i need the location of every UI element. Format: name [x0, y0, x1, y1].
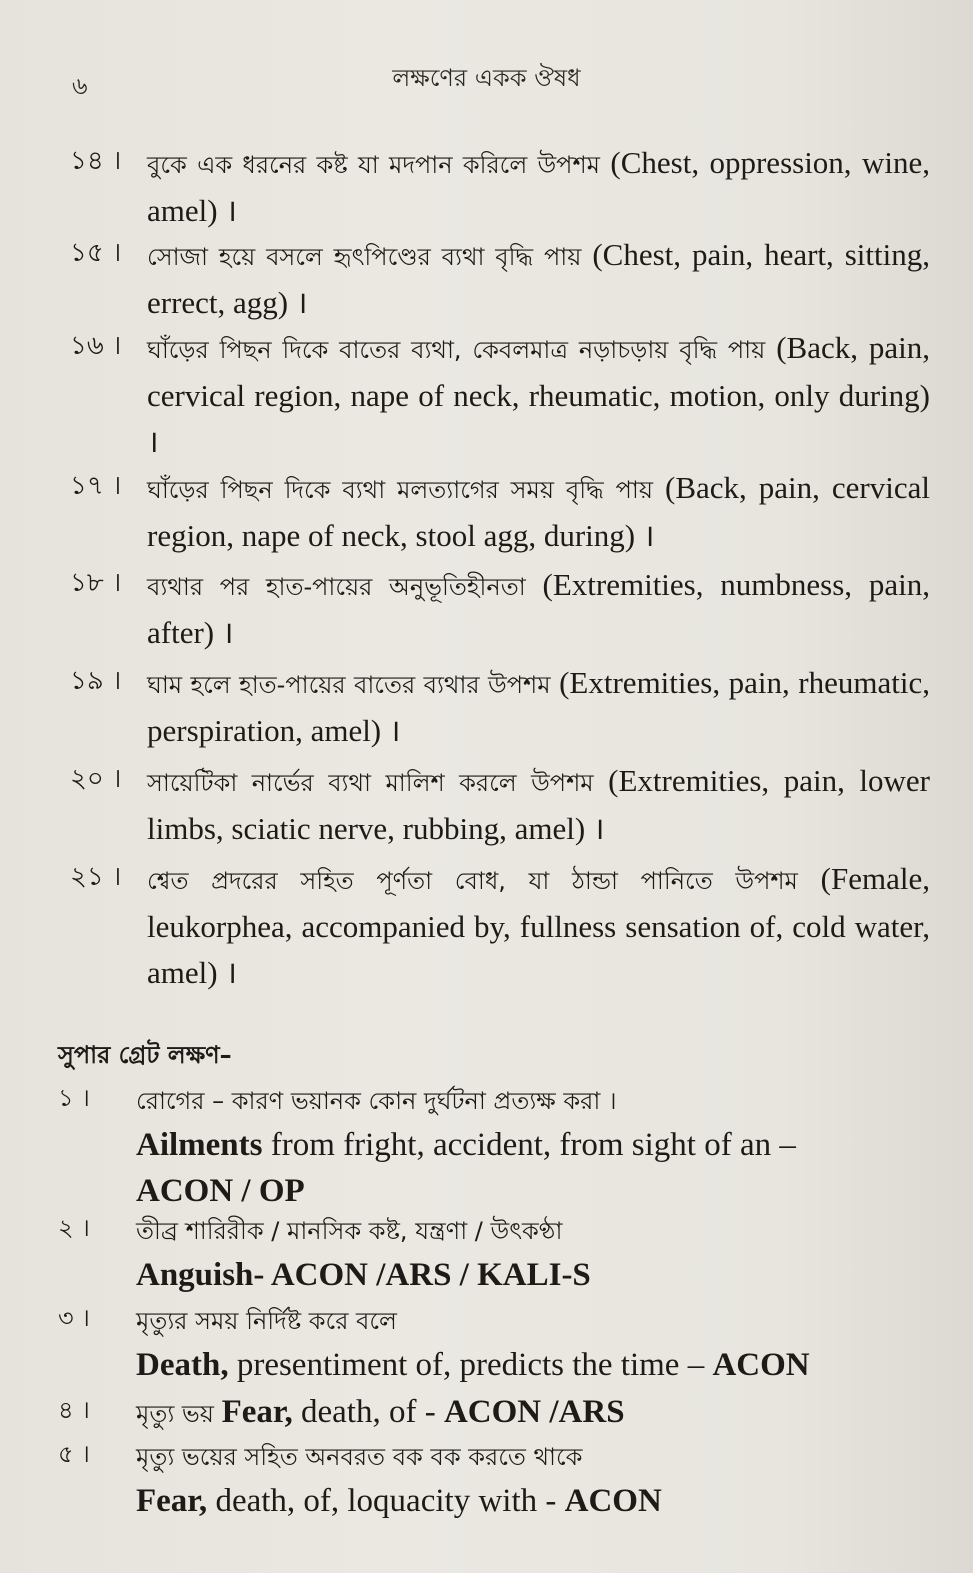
entry-rubric: (Chest, oppression, wine, amel) । [147, 145, 930, 228]
rubric-keyword: Death, [136, 1347, 229, 1383]
rubric-remedy: Anguish- ACON /ARS / KALI-S [136, 1257, 591, 1293]
entry-number: ১৪ । [70, 146, 122, 176]
rubric-text: presentiment of, predicts the time – [228, 1347, 713, 1383]
item-bengali: মৃত্যুর সময় নির্দিষ্ট করে বলে [136, 1307, 397, 1335]
entry-number: ২১ । [70, 862, 122, 892]
rubric-keyword: Fear, [136, 1483, 208, 1519]
item-number: ১ । [58, 1084, 90, 1112]
entry-rubric: (Back, pain, cervical region, nape of neck, stool agg, during) । [147, 470, 930, 553]
page-number: ৬ [72, 74, 88, 100]
entry-bengali: ঘাঁড়ের পিছন দিকে বাতের ব্যথা, কেবলমাত্র নড়াচড়ায় বৃদ্ধি পায় [147, 336, 766, 364]
entry-bengali: সোজা হয়ে বসলে হৃৎপিণ্ডের ব্যথা বৃদ্ধি পায় [147, 243, 582, 271]
remedy: ACON / OP [136, 1173, 305, 1209]
entry-rubric: (Extremities, numbness, pain, after) । [147, 567, 930, 650]
remedy: ACON /ARS [443, 1394, 625, 1430]
entry-bengali: ব্যথার পর হাত-পায়ের অনুভূতিহীনতা [147, 573, 526, 601]
entry-number: ২০ । [70, 764, 122, 794]
symptom-entry-15 [70, 232, 930, 326]
entry-rubric: (Extremities, pain, rheumatic, perspiration, amel) । [147, 665, 930, 748]
entry-number: ১৬ । [70, 331, 122, 361]
entry-rubric: (Back, pain, cervical region, nape of neck, rheumatic, motion, only during) । [147, 330, 931, 459]
rubric-keyword: Ailments [136, 1127, 263, 1163]
entry-rubric: (Chest, pain, heart, sitting, errect, agg) । [147, 237, 931, 320]
entry-number: ১৮ । [70, 568, 122, 598]
super-great-item-4 [58, 1392, 918, 1434]
symptom-entry-14 [70, 140, 930, 234]
symptom-entry-17 [70, 465, 930, 559]
entry-number: ১৯ । [70, 666, 122, 696]
symptom-entry-16 [70, 325, 930, 465]
rubric-text: from fright, accident, from sight of an – [262, 1127, 796, 1163]
super-great-item-1 [58, 1080, 918, 1214]
item-number: ৫ । [58, 1440, 90, 1468]
item-number: ৩ । [58, 1304, 90, 1332]
symptom-entry-18 [70, 562, 930, 656]
entry-bengali: শ্বেত প্রদরের সহিত পূর্ণতা বোধ, যা ঠান্ডা পানিতে উপশম [147, 867, 798, 895]
super-great-item-2 [58, 1210, 918, 1298]
symptom-entry-19 [70, 660, 930, 754]
rubric-keyword: Fear, [221, 1394, 293, 1430]
rubric-text: death, of, loquacity with - [207, 1483, 565, 1519]
item-bengali: মৃত্যু ভয়ের সহিত অনবরত বক বক করতে থাকে [136, 1443, 583, 1471]
entry-bengali: ঘাম হলে হাত-পায়ের বাতের ব্যথার উপশম [147, 671, 551, 699]
entry-number: ১৭ । [70, 471, 122, 501]
item-bengali: তীব্র শারিরীক / মানসিক কষ্ট, যন্ত্রণা / উৎকণ্ঠা [136, 1217, 563, 1245]
item-bengali: রোগের – কারণ ভয়ানক কোন দুর্ঘটনা প্রত্যক্ষ করা । [136, 1087, 617, 1115]
super-great-item-3 [58, 1300, 918, 1388]
entry-bengali: বুকে এক ধরনের কষ্ট যা মদপান করিলে উপশম [147, 151, 600, 179]
entry-bengali: ঘাঁড়ের পিছন দিকে ব্যথা মলত্যাগের সময় বৃদ্ধি পায় [147, 476, 653, 504]
item-number: ২ । [58, 1214, 90, 1242]
symptom-entry-20 [70, 758, 930, 852]
remedy: ACON [712, 1347, 810, 1383]
entry-rubric: (Extremities, pain, lower limbs, sciatic nerve, rubbing, amel) । [147, 763, 930, 846]
running-title: লক্ষণের একক ঔষধ [392, 64, 581, 92]
section-title: সুপার গ্রেট লক্ষণ– [58, 1041, 232, 1069]
entry-number: ১৫ । [70, 238, 122, 268]
item-number: ৪ । [58, 1396, 90, 1424]
super-great-item-5 [58, 1436, 918, 1524]
entry-rubric: (Female, leukorphea, accompanied by, fullness sensation of, cold water, amel) । [147, 861, 930, 990]
entry-bengali: সায়েটিকা নার্ভের ব্যথা মালিশ করলে উপশম [147, 769, 594, 797]
rubric-text: death, of - [292, 1394, 444, 1430]
item-bengali: মৃত্যু ভয় [136, 1400, 222, 1428]
remedy: ACON [564, 1483, 662, 1519]
page-header [0, 60, 973, 100]
symptom-entry-21 [70, 856, 930, 996]
